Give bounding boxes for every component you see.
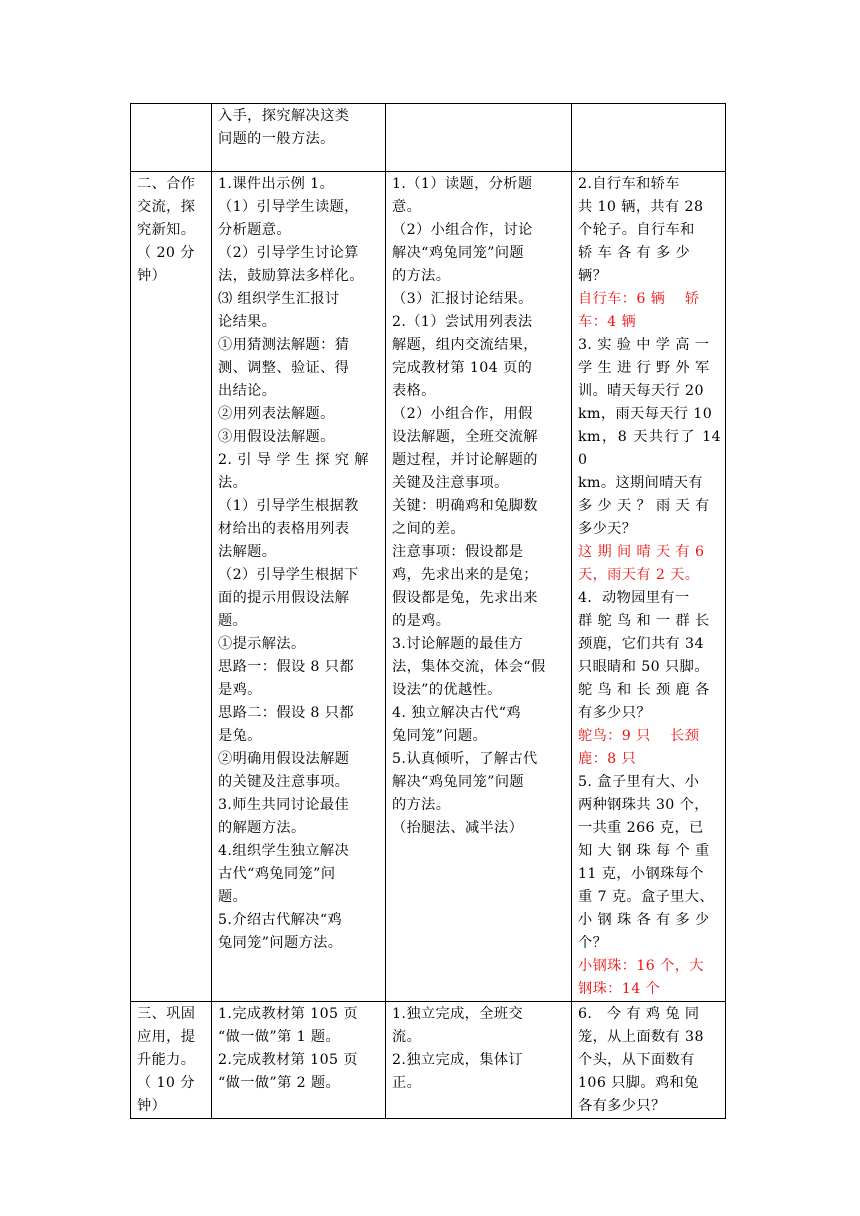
exercise-line: 重 7 克。盒子里大、 (578, 889, 714, 905)
text-line: ②明确用假设法解题 (218, 751, 350, 767)
answer-line: 天，雨天有 2 天。 (578, 567, 700, 583)
text-line: ⑶ 组织学生汇报讨 (218, 291, 340, 307)
text-line: 完成教材第 104 页的 (392, 360, 533, 376)
text-line: 思路二：假设 8 只都 (218, 705, 354, 721)
text-line: 三、巩固 (137, 1006, 196, 1022)
text-line: 2.（1）尝试用列表法 (392, 314, 533, 330)
text-line: 是兔。 (218, 728, 262, 744)
text-line: ③用假设法解题。 (218, 429, 335, 445)
exercise-cell (572, 172, 726, 1002)
text-line: （2）引导学生讨论算 (218, 245, 359, 261)
text-line: 4.组织学生独立解决 (218, 843, 350, 859)
exercise-line: 共 10 辆，共有 28 (578, 199, 704, 215)
exercise-line: 鸵 鸟 和 长 颈 鹿 各 (578, 682, 710, 698)
text-line: （2）引导学生根据下 (218, 567, 359, 583)
text-line: 面的提示用假设法解 (218, 590, 350, 606)
exercise-line: 训。晴天每天行 20 (578, 383, 704, 399)
exercise-cell (572, 104, 726, 172)
exercise-line: 小 钢 珠 各 有 多 少 (578, 912, 710, 928)
table-row (131, 1002, 726, 1119)
text-line: 4. 独立解决古代“鸡 (392, 705, 522, 721)
stage-cell (131, 1002, 212, 1119)
text-line: 解决“鸡兔同笼”问题 (392, 774, 525, 790)
text-line: 论结果。 (218, 314, 277, 330)
text-line: 的方法。 (392, 268, 451, 284)
exercise-line: 轿 车 各 有 多 少 (578, 245, 691, 261)
answer-line: 这 期 间 晴 天 有 6 (578, 544, 705, 560)
teacher-activity-cell (212, 1002, 386, 1119)
exercise-line: 6. 今 有 鸡 兔 同 (578, 1006, 700, 1022)
text-line: 注意事项：假设都是 (392, 544, 524, 560)
text-line: 表格。 (392, 383, 436, 399)
text-line: 钟） (137, 268, 167, 284)
exercise-line: 笼，从上面数有 38 (578, 1029, 704, 1045)
exercise-line: 个头，从下面数有 (578, 1052, 695, 1068)
text-line: 题。 (218, 613, 248, 629)
exercise-line: 11 克，小钢珠每个 (578, 866, 704, 882)
text-line: 2.完成教材第 105 页 (218, 1052, 358, 1068)
exercise-line: 3. 实 验 中 学 高 一 (578, 337, 710, 353)
table-row (131, 104, 726, 172)
exercise-line: 106 只脚。鸡和兔 (578, 1075, 699, 1091)
text-line: 法解题。 (218, 544, 277, 560)
text-line: 1.课件出示例 1。 (218, 176, 335, 192)
text-line: ②用列表法解题。 (218, 406, 335, 422)
exercise-cell (572, 1002, 726, 1119)
text-line: 思路一：假设 8 只都 (218, 659, 354, 675)
text-line: 5.认真倾听，了解古代 (392, 751, 538, 767)
text-line: 1.独立完成，全班交 (392, 1006, 524, 1022)
answer-line: 鸵鸟：9 只 长颈 (578, 728, 700, 744)
answer-line: 小钢珠：16 个，大 (578, 958, 704, 974)
exercise-line: 个？ (578, 935, 608, 951)
exercise-line: 学 生 进 行 野 外 军 (578, 360, 710, 376)
text-line: （2）小组合作，用假 (392, 406, 533, 422)
text-line: 3.讨论解题的最佳方 (392, 636, 524, 652)
text-line: 3.师生共同讨论最佳 (218, 797, 350, 813)
text-line: （ 10 分 (137, 1075, 195, 1091)
text-line: （2）小组合作，讨论 (392, 222, 533, 238)
text-line: （1）引导学生根据教 (218, 498, 359, 514)
exercise-line: 群 鸵 鸟 和 一 群 长 (578, 613, 710, 629)
student-activity-cell (386, 172, 572, 1002)
exercise-line: 知 大 钢 珠 每 个 重 (578, 843, 710, 859)
text-line: 法，鼓励算法多样化。 (218, 268, 364, 284)
text-line: 关键：明确鸡和兔脚数 (392, 498, 538, 514)
text-line: 材给出的表格用列表 (218, 521, 350, 537)
exercise-line: 4．动物园里有一 (578, 590, 690, 606)
table-row (131, 172, 726, 1002)
text-line: 之间的差。 (392, 521, 465, 537)
text-line: 正。 (392, 1075, 422, 1091)
exercise-line: km。这期间晴天有 (578, 475, 703, 491)
text-line: 交流，探 (137, 199, 196, 215)
text-line: （1）引导学生读题， (218, 199, 359, 215)
text-line: （抬腿法、减半法） (392, 820, 524, 836)
text-line: （ 20 分 (137, 245, 195, 261)
text-line: 的是鸡。 (392, 613, 451, 629)
exercise-line: km，8 天共行了 140 (578, 429, 721, 468)
text-line: “做一做”第 2 题。 (218, 1075, 341, 1091)
text-line: 设法”的优越性。 (392, 682, 502, 698)
exercise-line: 有多少只？ (578, 705, 651, 721)
exercise-line: 只眼睛和 50 只脚。 (578, 659, 709, 675)
exercise-line: 颈鹿，它们共有 34 (578, 636, 704, 652)
exercise-line: 辆？ (578, 268, 608, 284)
text-line: 5.介绍古代解决“鸡 (218, 912, 343, 928)
text-line: 鸡，先求出来的是兔； (392, 567, 538, 583)
text-line: 的方法。 (392, 797, 451, 813)
text-line: 出结论。 (218, 383, 277, 399)
text-line: 设法解题，全班交流解 (392, 429, 538, 445)
text-line: 古代“鸡兔同笼”问 (218, 866, 336, 882)
text-line: ①提示解法。 (218, 636, 306, 652)
text-line: 究新知。 (137, 222, 196, 238)
text-line: 兔同笼”问题。 (392, 728, 488, 744)
text-line: 法。 (218, 475, 248, 491)
text-line: 二、合作 (137, 176, 196, 192)
student-activity-cell (386, 1002, 572, 1119)
text-line: 的解题方法。 (218, 820, 306, 836)
teacher-activity-cell (212, 172, 386, 1002)
text-line: 钟） (137, 1098, 167, 1114)
text-line: 流。 (392, 1029, 422, 1045)
text-line: 1.（1）读题，分析题 (392, 176, 533, 192)
exercise-line: 一共重 266 克，已 (578, 820, 704, 836)
exercise-line: 各有多少只？ (578, 1098, 666, 1114)
answer-line: 钢珠：14 个 (578, 981, 661, 997)
text-line: “做一做”第 1 题。 (218, 1029, 341, 1045)
teacher-activity-cell (212, 104, 386, 172)
text-line: 的关键及注意事项。 (218, 774, 350, 790)
text-line: （3）汇报讨论结果。 (392, 291, 533, 307)
text-line: 1.完成教材第 105 页 (218, 1006, 358, 1022)
text-line: 解决“鸡兔同笼”问题 (392, 245, 525, 261)
text-line: 分析题意。 (218, 222, 291, 238)
exercise-line: 个轮子。自行车和 (578, 222, 695, 238)
stage-cell (131, 104, 212, 172)
text-line: 升能力。 (137, 1052, 196, 1068)
text-line: 兔同笼”问题方法。 (218, 935, 343, 951)
text-line: 是鸡。 (218, 682, 262, 698)
text-line: 测、调整、验证、得 (218, 360, 350, 376)
exercise-line: 两种钢珠共 30 个， (578, 797, 709, 813)
exercise-line: km，雨天每天行 10 (578, 406, 713, 422)
answer-line: 车：4 辆 (578, 314, 637, 330)
exercise-line: 5. 盒子里有大、小 (578, 774, 700, 790)
exercise-line: 多 少 天 ？ 雨 天 有 (578, 498, 710, 514)
exercise-line: 2.自行车和轿车 (578, 176, 680, 192)
text-line: 关键及注意事项。 (392, 475, 509, 491)
text-line: 问题的一般方法。 (218, 131, 335, 147)
text-line: 2. 引 导 学 生 探 究 解 (218, 452, 369, 468)
stage-cell (131, 172, 212, 1002)
text-line: 应用，提 (137, 1029, 196, 1045)
text-line: ①用猜测法解题：猜 (218, 337, 350, 353)
text-line: 入手，探究解决这类 (218, 108, 350, 124)
text-line: 意。 (392, 199, 422, 215)
text-line: 题。 (218, 889, 248, 905)
lesson-plan-table (130, 103, 726, 1119)
text-line: 假设都是兔，先求出来 (392, 590, 538, 606)
text-line: 法，集体交流，体会“假 (392, 659, 546, 675)
text-line: 2.独立完成，集体订 (392, 1052, 524, 1068)
answer-line: 鹿：8 只 (578, 751, 637, 767)
student-activity-cell (386, 104, 572, 172)
text-line: 解题，组内交流结果， (392, 337, 538, 353)
exercise-line: 多少天？ (578, 521, 637, 537)
answer-line: 自行车：6 辆 轿 (578, 291, 700, 307)
text-line: 题过程，并讨论解题的 (392, 452, 538, 468)
